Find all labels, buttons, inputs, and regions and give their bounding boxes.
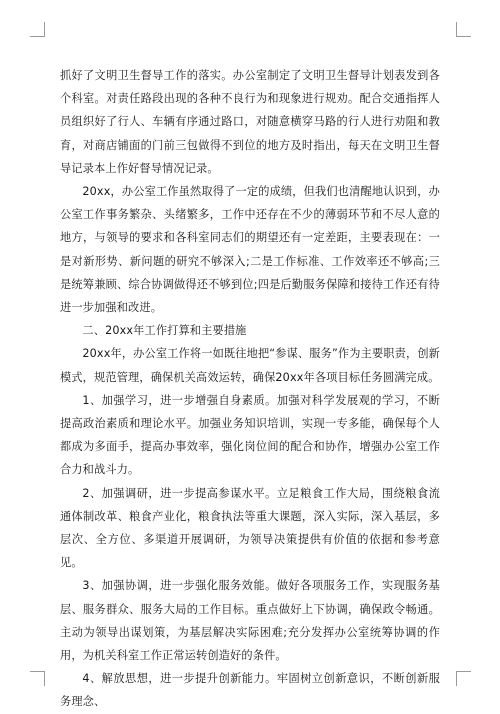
crop-mark-top-left <box>30 22 45 37</box>
section-heading-plans: 二、20xx年工作打算和主要措施 <box>82 324 247 338</box>
crop-mark-bottom-right <box>456 671 471 686</box>
crop-mark-top-right <box>456 22 471 37</box>
crop-mark-bottom-left <box>30 671 45 686</box>
paragraph-civility-supervision: 抓好了文明卫生督导工作的落实。办公室制定了文明卫生督导计划表发到各个科室。对责任路段出现的各种不良行为和现象进行规劝。配合交通指挥人员组织好了行人、车辆有序通过路口，对随意横穿马路的行人进行劝阻和教育，对商店铺面的门前三包做得不到位的地方及时指出，每天在文明卫生督导记录本上作好督导情况记录。 <box>60 69 440 175</box>
paragraph-measure-research: 2、加强调研，进一步提高参谋水平。立足粮食工作大局，围绕粮食流通体制改革、粮食产业化，粮食执法等重大课题，深入实际，深入基层，多层次、全方位、多渠道开展调研，为领导决策提供有价值的依据和参考意见。 <box>60 486 440 570</box>
document-body <box>60 64 440 714</box>
paragraph-measure-innovation: 4、解放思想，进一步提升创新能力。牢固树立创新意识，不断创新服务理念、 <box>60 672 440 709</box>
paragraph-measure-coordination: 3、加强协调，进一步强化服务效能。做好各项服务工作，实现服务基层、服务群众、服务大局的工作目标。重点做好上下协调，确保政令畅通。主动为领导出谋划策，为基层解决实际困难;充分发挥办公室统筹协调的作用，为机关科室工作正常运转创造好的条件。 <box>60 579 440 663</box>
paragraph-measure-study: 1、加强学习，进一步增强自身素质。加强对科学发展观的学习，不断提高政治素质和理论水平。加强业务知识培训，实现一专多能，确保每个人都成为多面手，提高办事效率，强化岗位间的配合和协作，增强办公室工作合力和战斗力。 <box>60 393 440 477</box>
paragraph-plan-overview: 20xx年，办公室工作将一如既往地把“参谋、服务”作为主要职责，创新模式，规范管理，确保机关高效运转，确保20xx年各项目标任务圆满完成。 <box>60 347 440 384</box>
paragraph-shortcomings: 20xx，办公室工作虽然取得了一定的成绩，但我们也清醒地认识到，办公室工作事务繁杂、头绪繁多，工作中还存在不少的薄弱环节和不尽人意的地方，与领导的要求和各科室同志们的期望还有一定差距，主要表现在：一是对新形势、新问题的研究不够深入;二是工作标准、工作效率还不够高;三是统筹兼顾、综合协调做得还不够到位;四是后勤服务保障和接待工作还有待进一步加强和改进。 <box>60 185 440 315</box>
